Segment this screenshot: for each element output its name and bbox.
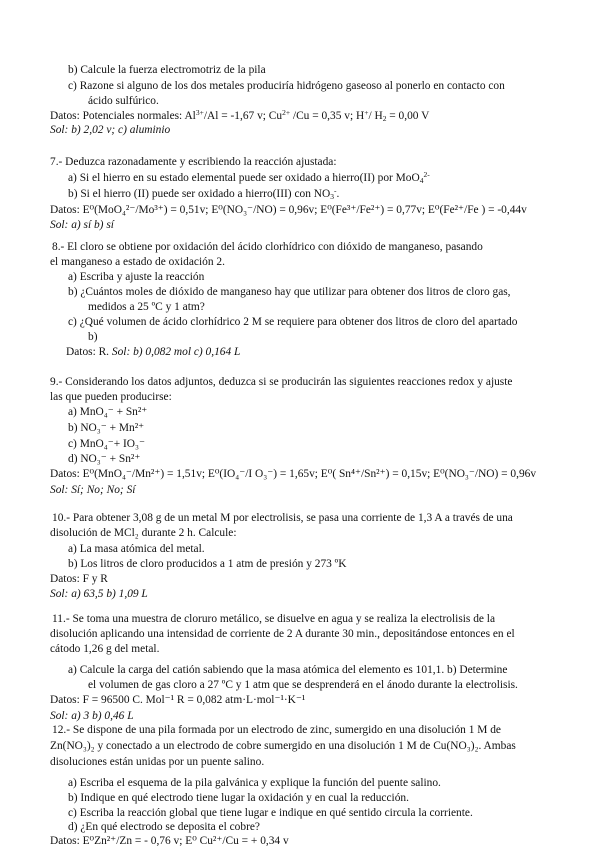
p11-item-a-line2: el volumen de gas cloro a 27 ºC y 1 atm que se desprenderá en el ánodo durante la electrolisis. (88, 679, 518, 691)
p9-title-line1: 9.- Considerando los datos adjuntos, deduzca si se producirán las siguientes reacciones redox y ajuste (50, 376, 513, 388)
p12-item-d: d) ¿En qué electrodo se deposita el cobre? (68, 821, 260, 833)
p8-title-line2: el manganeso a estado de oxidación 2. (50, 256, 225, 268)
p10-item-a: a) La masa atómica del metal. (68, 543, 205, 555)
p8-datos: Datos: R. Sol: b) 0,082 mol c) 0,164 L (66, 346, 241, 358)
p6-item-c-line1: c) Razone si alguno de los dos metales produciría hidrógeno gaseoso al ponerlo en contacto con (68, 80, 505, 92)
p11-solution: Sol: a) 3 b) 0,46 L (50, 710, 134, 722)
p6-item-c-line2: ácido sulfúrico. (88, 95, 159, 107)
p9-item-b: b) NO₃⁻ + Mn²⁺ (68, 422, 145, 434)
p8-title-line1: 8.- El cloro se obtiene por oxidación del ácido clorhídrico con dióxido de manganeso, pasando (52, 241, 483, 253)
p9-item-a: a) MnO₄⁻ + Sn²⁺ (68, 406, 148, 418)
p12-datos: Datos: E⁰Zn²⁺/Zn = - 0,76 v; E⁰ Cu²⁺/Cu = + 0,34 v (50, 835, 289, 847)
p12-title-line1: 12.- Se dispone de una pila formada por un electrodo de zinc, sumergido en una disolución 1 M de (52, 724, 501, 736)
p8-item-b-line2: medidos a 25 ºC y 1 atm? (88, 301, 205, 313)
p10-solution: Sol: a) 63,5 b) 1,09 L (50, 588, 148, 600)
p9-datos: Datos: E⁰(MnO₄⁻/Mn²⁺) = 1,51v; E⁰(IO₄⁻/I O₃⁻) = 1,65v; E⁰( Sn⁴⁺/Sn²⁺) = 0,15v; E⁰(NO₃⁻/NO) = 0,96v (50, 468, 537, 480)
p8-item-c-line1: c) ¿Qué volumen de ácido clorhídrico 2 M se requiere para obtener dos litros de cloro del apartado (68, 316, 518, 328)
p10-title-line1: 10.- Para obtener 3,08 g de un metal M por electrolisis, se pasa una corriente de 1,3 A a través de una (52, 512, 513, 524)
p7-title: 7.- Deduzca razonadamente y escribiendo la reacción ajustada: (50, 156, 337, 168)
p12-item-c: c) Escriba la reacción global que tiene lugar e indique en qué sentido circula la corriente. (68, 807, 473, 819)
p10-datos: Datos: F y R (50, 573, 108, 585)
p12-title-line2: Zn(NO₃)₂ y conectado a un electrodo de cobre sumergido en una disolución 1 M de Cu(NO₃)₂. Ambas (50, 740, 516, 752)
p12-title-line3: disoluciones están unidas por un puente salino. (50, 756, 265, 768)
p9-solution: Sol: Sí; No; No; Sí (50, 484, 136, 496)
p10-item-b: b) Los litros de cloro producidos a 1 atm de presión y 273 ºK (68, 558, 347, 570)
p8-item-b-line1: b) ¿Cuántos moles de dióxido de manganeso hay que utilizar para obtener dos litros de cloro gas, (68, 286, 511, 298)
p11-title-line3: cátodo 1,26 g del metal. (50, 643, 160, 655)
p7-datos: Datos: E⁰(MoO₄²⁻/Mo³⁺) = 0,51v; E⁰(NO₃⁻/NO) = 0,96v; E⁰(Fe³⁺/Fe²⁺) = 0,77v; E⁰(Fe²⁺/Fe ) = -0,44v (50, 204, 527, 216)
p7-item-a: a) Si el hierro en su estado elemental puede ser oxidado a hierro(II) por MoO$_4^{2-}$ (68, 170, 430, 185)
p8-item-a: a) Escriba y ajuste la reacción (68, 271, 205, 283)
p9-item-c: c) MnO₄⁻+ IO₃⁻ (68, 438, 146, 450)
p9-item-d: d) NO₃⁻ + Sn²⁺ (68, 453, 141, 465)
p9-title-line2: las que pueden producirse: (50, 391, 172, 403)
p6-datos: Datos: Potenciales normales: $Al^{3+}/Al = -1,67$ v; $Cu^{2+}$ /Cu = 0,35 v; H+/ $H_2 = 0,00$ V (50, 108, 430, 123)
p11-item-a-line1: a) Calcule la carga del catión sabiendo que la masa atómica del elemento es 101,1. b) Determine (68, 664, 508, 676)
p12-item-a: a) Escriba el esquema de la pila galvánica y explique la función del puente salino. (68, 777, 441, 789)
p7-item-b: b) Si el hierro (II) puede ser oxidado a hierro(III) con $NO_3^-$. (68, 186, 340, 201)
p11-title-line1: 11.- Se toma una muestra de cloruro metálico, se disuelve en agua y se realiza la electrolisis de la (52, 613, 496, 625)
p8-item-c-line2: b) (88, 331, 98, 343)
p12-item-b: b) Indique en qué electrodo tiene lugar la oxidación y en cual la reducción. (68, 792, 409, 804)
p6-item-b: b) Calcule la fuerza electromotriz de la pila (68, 64, 266, 76)
p11-datos: Datos: F = 96500 C. Mol⁻¹ R = 0,082 atm·L·mol⁻¹·K⁻¹ (50, 694, 306, 706)
p6-solution: Sol: b) 2,02 v; c) aluminio (50, 124, 171, 136)
p7-solution: Sol: a) sí b) sí (50, 219, 114, 231)
p10-title-line2: disolución de MCl₂ durante 2 h. Calcule: (50, 527, 237, 539)
p11-title-line2: disolución aplicando una intensidad de corriente de 2 A durante 30 min., depositándose entonces en el (50, 628, 515, 640)
